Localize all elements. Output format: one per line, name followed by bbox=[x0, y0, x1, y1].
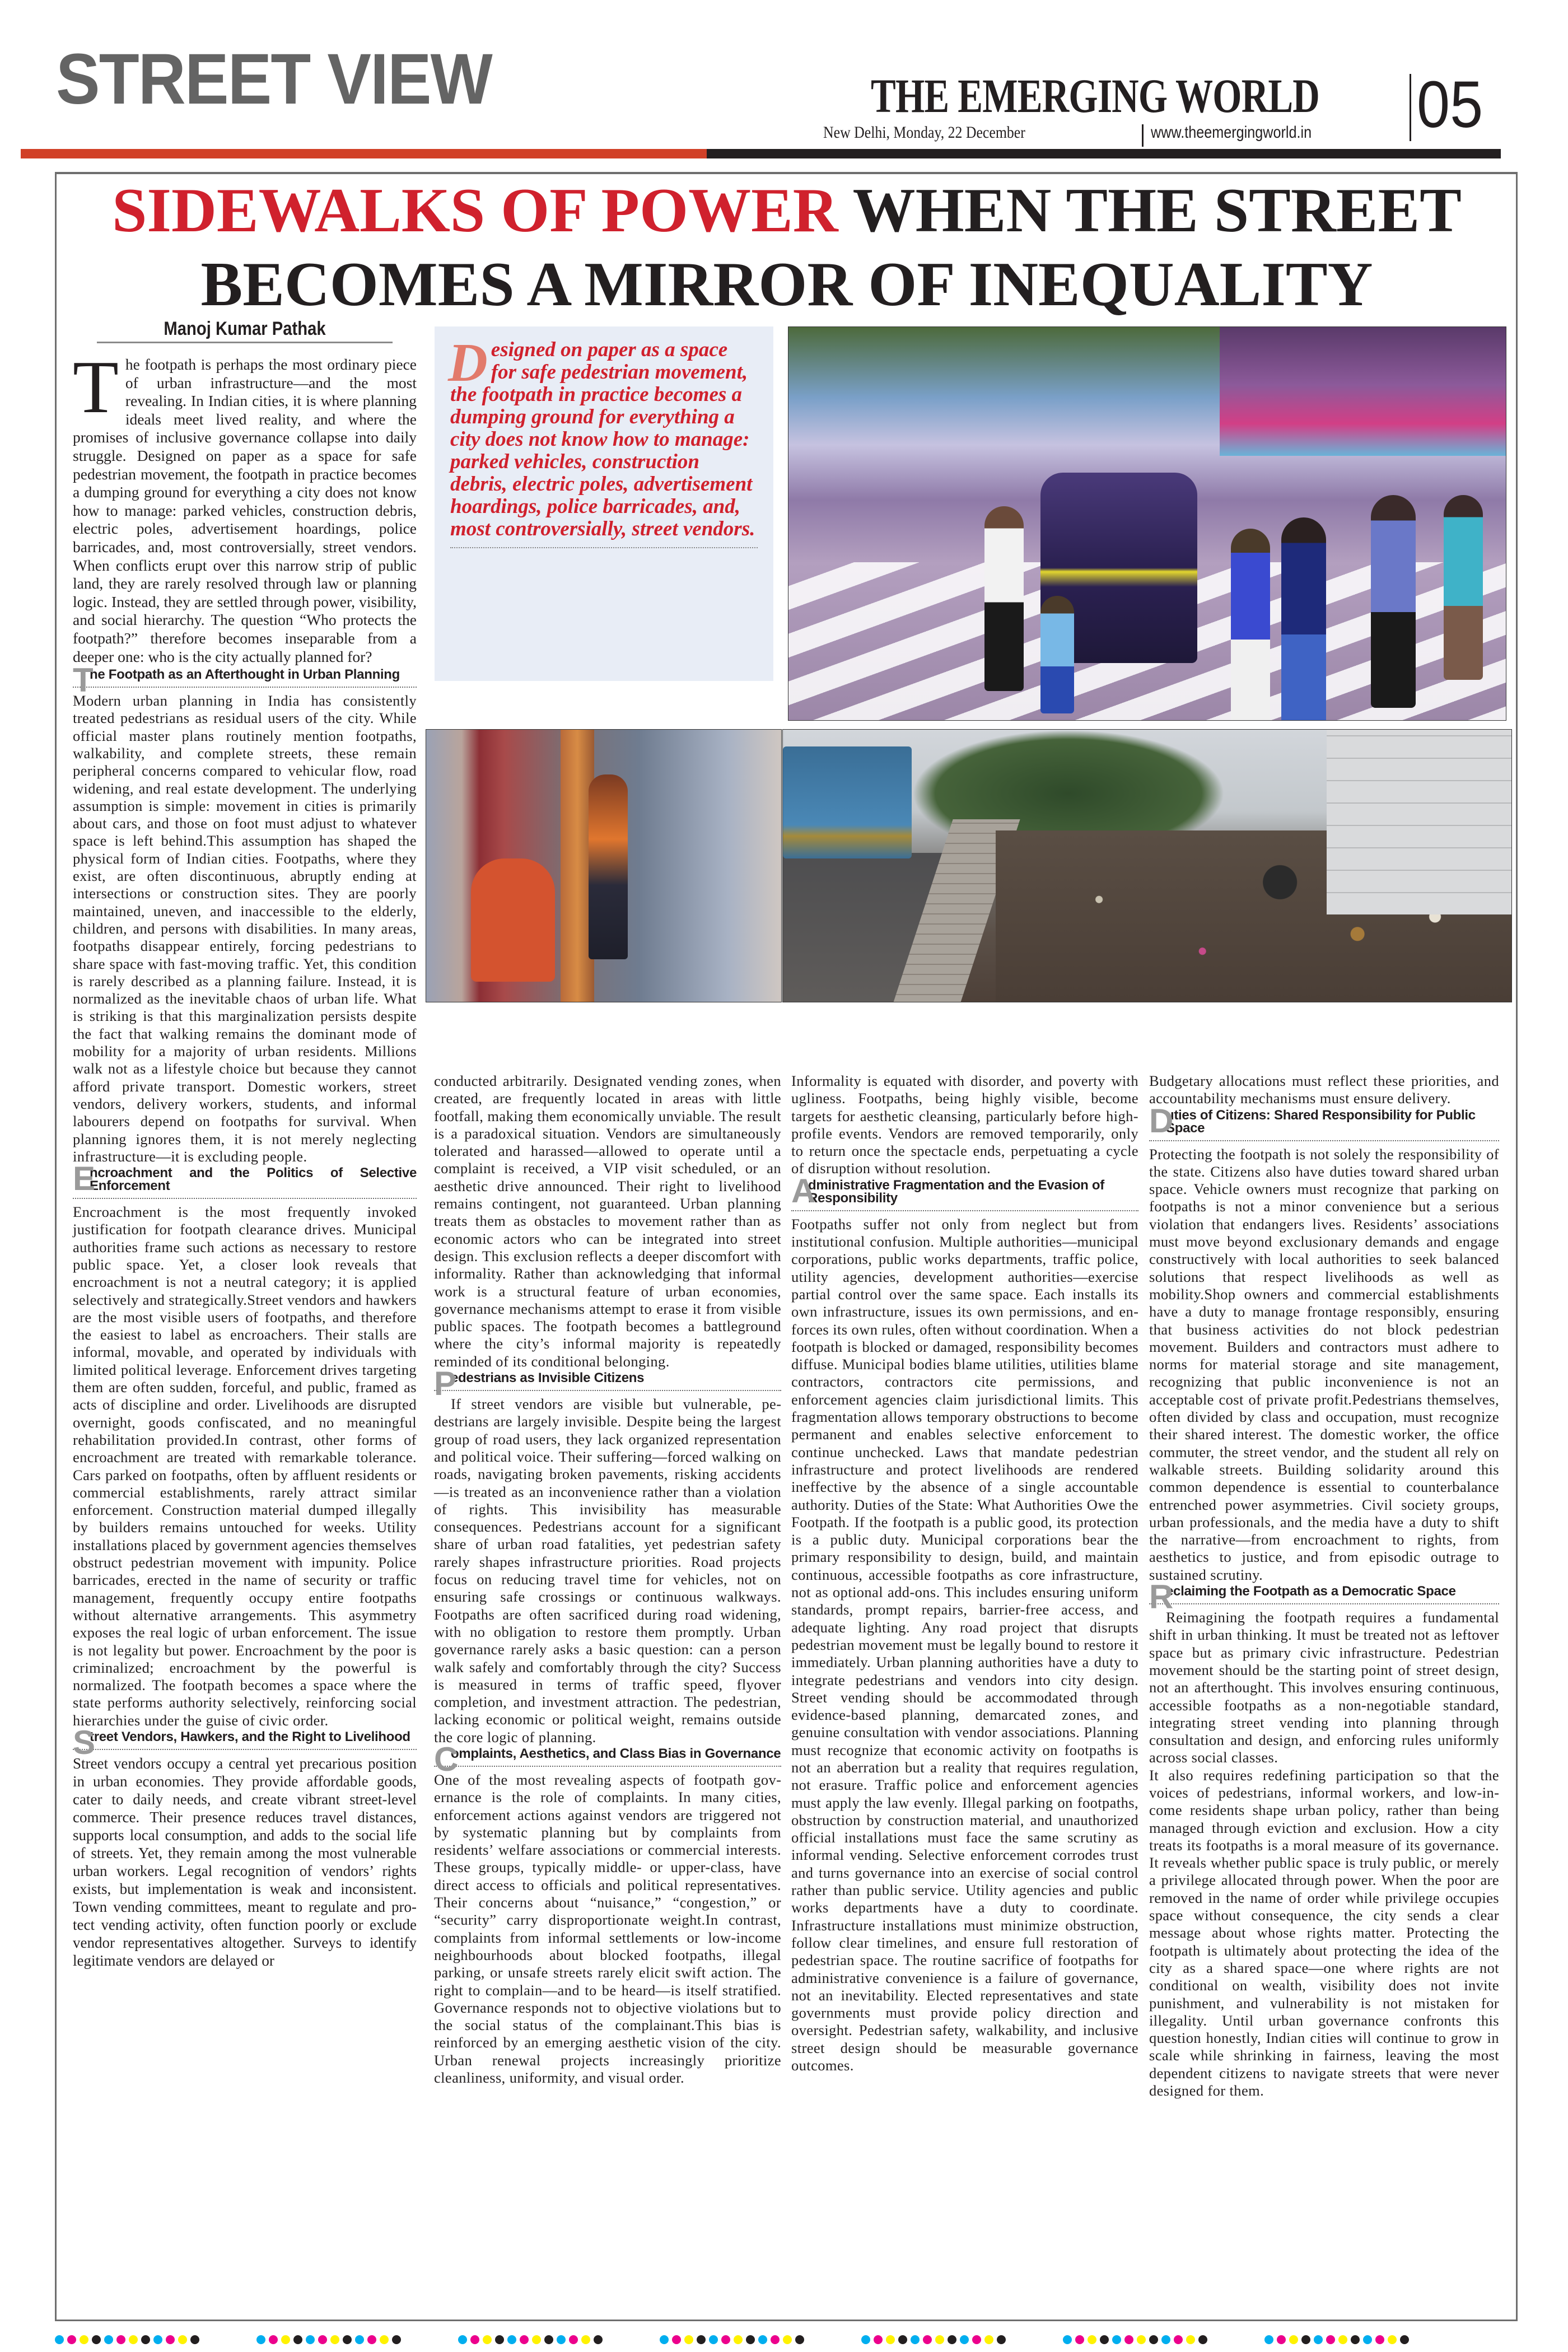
subheading-text: eclaiming the Footpath as a Democratic Space bbox=[1166, 1584, 1456, 1599]
magenta-dot-icon bbox=[874, 2335, 883, 2344]
pull-quote-rule bbox=[450, 547, 758, 548]
magenta-dot-icon bbox=[520, 2335, 529, 2344]
cyan-dot-icon bbox=[153, 2335, 162, 2344]
section-6-paragraph-part-2: Budgetary allocations must reflect these priorities, and accountability mechanisms must ensure delivery. bbox=[1149, 1072, 1499, 1107]
pedestrian-figure bbox=[1444, 495, 1483, 680]
byline: Manoj Kumar Pathak bbox=[97, 319, 393, 343]
subheading-text: he Footpath as an Afterthought in Urban Planning bbox=[90, 667, 400, 683]
black-dot-icon bbox=[1301, 2335, 1310, 2344]
pedestrian-figure bbox=[1371, 495, 1416, 708]
black-dot-icon bbox=[795, 2335, 804, 2344]
cyan-dot-icon bbox=[1363, 2335, 1372, 2344]
cyan-dot-icon bbox=[557, 2335, 566, 2344]
yellow-dot-icon bbox=[1137, 2335, 1146, 2344]
dot-group bbox=[861, 2335, 1006, 2346]
section-3-paragraph-part-1: Street vendors occupy a central yet precarious position in urban economies. They provide affordable goods, cater to daily needs, and create vibrant street-level commerce. Their presence reduces travel distances, supports local consumption, and adds to the social life of streets. Yet, they remain among the most vulnerable urban workers. Legal recognition of vendors’ rights exists, but implementation is weak and inconsistent. Town vending committees, meant to regulate and protect vending activity, often function poorly or exclude vendor representatives altogether. Surveys to identify legitimate vendors are delayed or bbox=[73, 1755, 417, 1970]
section-3-paragraph-part-2: conducted arbitrarily. Designated vending zones, when created, are frequently located in areas with little footfall, making them economically unviable. The result is a paradoxical situation. Vendors are simultaneously tolerated and harassed—allowed to operate until a complaint is received, a VIP visit scheduled, or an aesthetic drive announced. Their right to livelihood remains contingent, not guaranteed. Urban planning treats them as obstacles to movement rather than as economic actors who can be integrated into street design. This exclusion reflects a deeper discomfort with informality. Rather than acknowledging that informal work is a structural feature of urban economies, governance mechanisms attempt to erase it from visible public spaces. The footpath becomes a battleground where the city’s informal majority is repeatedly reminded of its conditional belonging. bbox=[434, 1072, 781, 1370]
headline-line-2-text: BECOMES A MIRROR OF INEQUALITY bbox=[200, 250, 1373, 319]
pull-quote-dropcap: D bbox=[448, 333, 488, 393]
lead-text: he footpath is perhaps the most ordinary piece of urban infrastructure—and the most revealing. In Indian cities, it is where planning ideals meet lived reality, and where the promises of inclusive governance collapse into daily struggle. Designed on paper as a space for safe pedestrian movement, the footpath in practice becomes a dumping ground for everything a city does not know how to manage: parked vehicles, construction debris, electric poles, advertisement hoardings, police barricades, and, most controversially, street vendors. When conflicts erupt over this narrow strip of public land, they are rarely resolved through law or planning logic. Instead, they are settled through power, visibility, and social hierarchy. The question “Who protects the footpath?” therefore becomes inseparable from a deeper one: who is the city actually planned for? bbox=[73, 356, 417, 665]
cyan-dot-icon bbox=[1314, 2335, 1323, 2344]
cyan-dot-icon bbox=[960, 2335, 969, 2344]
magenta-dot-icon bbox=[672, 2335, 681, 2344]
website-link[interactable]: www.theemergingworld.in bbox=[1151, 123, 1312, 142]
cyan-dot-icon bbox=[709, 2335, 718, 2344]
section-5-paragraph-part-2: Informality is equated with disorder, and poverty with ugliness. Footpaths, being highly visible, become targets for aesthetic cleansing, particularly before high-profile events. Vendors are removed temporarily, only to return once the spectacle ends, perpetuating a cycle of disruption without resolution. bbox=[791, 1072, 1138, 1177]
cyan-dot-icon bbox=[306, 2335, 315, 2344]
column-3 bbox=[791, 1072, 1138, 2074]
cyan-dot-icon bbox=[1063, 2335, 1072, 2344]
bus-shape bbox=[1220, 327, 1506, 456]
dot-group bbox=[1063, 2335, 1207, 2346]
black-dot-icon bbox=[997, 2335, 1006, 2344]
magenta-dot-icon bbox=[318, 2335, 327, 2344]
yellow-dot-icon bbox=[684, 2335, 693, 2344]
cyan-dot-icon bbox=[55, 2335, 64, 2344]
subheading-complaints-aesthetics bbox=[434, 1740, 781, 1778]
magenta-dot-icon bbox=[721, 2335, 730, 2344]
yellow-dot-icon bbox=[281, 2335, 290, 2344]
black-dot-icon bbox=[1400, 2335, 1409, 2344]
subheading-cap: C bbox=[434, 1740, 459, 1778]
yellow-dot-icon bbox=[734, 2335, 743, 2344]
yellow-dot-icon bbox=[532, 2335, 541, 2344]
column-4 bbox=[1149, 1072, 1499, 2099]
subheading-encroachment bbox=[73, 1160, 417, 1199]
headline-line-2 bbox=[56, 250, 1518, 319]
subheading-reclaiming-footpath bbox=[1149, 1578, 1499, 1616]
garbage-footpath-photo[interactable] bbox=[782, 729, 1512, 1002]
magenta-dot-icon bbox=[1277, 2335, 1286, 2344]
cyan-dot-icon bbox=[758, 2335, 767, 2344]
cyan-dot-icon bbox=[355, 2335, 364, 2344]
black-dot-icon bbox=[594, 2335, 603, 2344]
yellow-dot-icon bbox=[178, 2335, 187, 2344]
cyan-dot-icon bbox=[660, 2335, 669, 2344]
magenta-dot-icon bbox=[1326, 2335, 1335, 2344]
yellow-dot-icon bbox=[129, 2335, 138, 2344]
section-7-paragraph: Protecting the footpath is not solely the responsibility of the state. Citizens also have duties toward shared urban space. Vehicle owners must recognize that parking on footpaths is not a minor convenience but a serious violation that endangers lives. Residents’ associations must move beyond exclusionary demands and engage constructively with local authorities to seek balanced solutions that respect livelihoods as well as mobility.Shop owners and commercial establishments have a duty to manage frontage responsibly, ensuring that business activities do not block pedestrian movement. Builders and contractors must adhere to norms for material storage and site management, recognizing that public inconvenience is not an acceptable cost of private profit.Pedestrians themselves, often divided by class and occupation, must recognize their shared interest. The domestic worker, the office commuter, the street vendor, and the student all rely on walkable streets. Building solidarity around this common dependence is essential to counterbalance entrenched power asymmetries. Civil society groups, urban professionals, and the media have a duty to shift the narrative—from encroachment to rights, from aesthetics to justice, and from episodic outrage to sustained scrutiny. bbox=[1149, 1145, 1499, 1583]
subheading-text: dministrative Fragmentation and the Evasion of Responsibility bbox=[808, 1177, 1104, 1206]
magenta-dot-icon bbox=[116, 2335, 125, 2344]
cyan-dot-icon bbox=[256, 2335, 265, 2344]
yellow-dot-icon bbox=[80, 2335, 88, 2344]
section-4-paragraph: If street vendors are visible but vulnerable, pedestrians are largely invisible. Despite being the largest group of road users, they lack organized representation and political voice. Their suffering—forced walking on roads, navigating broken pavements, risking accidents—is treated as an inconvenience rather than a violation of rights. This invisibility has measurable consequences. Pedestrians account for a significant share of urban road fatalities, yet pedestrian safety rarely shapes infrastructure priorities. Road projects focus on reducing travel time for vehicles, not on ensuring safe crossings or continuous walkways. Footpaths are often sacrificed during road widening, with no obligation to restore them promptly. Urban governance rarely asks a basic question: can a person walk safely and comfortably through the city? Success is measured in terms of traffic speed, flyover completion, and investment attraction. The pedestrian, lacking economic or political weight, remains outside the core logic of planning. bbox=[434, 1396, 781, 1746]
black-dot-icon bbox=[1100, 2335, 1109, 2344]
cyan-dot-icon bbox=[861, 2335, 870, 2344]
worker-figure bbox=[589, 774, 628, 959]
black-dot-icon bbox=[293, 2335, 302, 2344]
section-1-paragraph: Modern urban planning in India has consistently treated pedestrians as residual users of the city. While official master plans routinely mention footpaths, walkability, and complete streets, these remain peripheral concerns compared to vehicular flow, road widening, and real estate development. The underlying assumption is simple: movement in cities is primarily about cars, and those on foot must adjust to whatever space is left behind.This assumption has shaped the physical form of Indian cities. Footpaths, where they exist, are often discontinuous, abruptly ending at intersections or construction sites. They are poorly maintained, uneven, and inaccessible to the elderly, children, and persons with disabilities. In many areas, footpaths disappear entirely, forcing pedestrians to share space with fast-moving traffic. Yet, this condition is rarely described as a planning failure. Instead, it is normalized as the inevitable chaos of urban life. What is striking is that this marginalization persists despite the fact that walking remains the dominant mode of mobility for a majority of urban residents. Millions walk not as a lifestyle choice but because they cannot afford private transport. Domestic workers, street vendors, delivery workers, students, and informal labourers depend on footpaths for survival. When planning ignores them, it is not merely neglecting infrastructure—it is excluding people. bbox=[73, 692, 417, 1165]
magenta-dot-icon bbox=[470, 2335, 479, 2344]
dot-group bbox=[55, 2335, 199, 2346]
yellow-dot-icon bbox=[581, 2335, 590, 2344]
magenta-dot-icon bbox=[1375, 2335, 1384, 2344]
black-dot-icon bbox=[1198, 2335, 1207, 2344]
registration-marks bbox=[55, 2335, 1518, 2346]
yellow-dot-icon bbox=[330, 2335, 339, 2344]
subheading-cap: R bbox=[1149, 1578, 1174, 1616]
subheading-footpath-afterthought bbox=[73, 661, 417, 699]
magenta-dot-icon bbox=[67, 2335, 76, 2344]
subheading-text: uties of Citizens: Shared Responsibility for Public Space bbox=[1166, 1107, 1476, 1136]
cyan-dot-icon bbox=[1264, 2335, 1273, 2344]
subheading-text: omplaints, Aesthetics, and Class Bias in Governance bbox=[451, 1746, 781, 1761]
yellow-dot-icon bbox=[886, 2335, 895, 2344]
magenta-dot-icon bbox=[972, 2335, 981, 2344]
magenta-dot-icon bbox=[367, 2335, 376, 2344]
yellow-dot-icon bbox=[935, 2335, 944, 2344]
page-number-divider bbox=[1410, 74, 1411, 141]
black-dot-icon bbox=[141, 2335, 150, 2344]
headline-line-1 bbox=[56, 176, 1518, 245]
magenta-dot-icon bbox=[1075, 2335, 1084, 2344]
subheading-cap: P bbox=[434, 1365, 456, 1403]
cyan-dot-icon bbox=[458, 2335, 467, 2344]
magenta-dot-icon bbox=[269, 2335, 278, 2344]
section-6-paragraph-part-1: Footpaths suffer not only from neglect but from institutional confusion. Multiple authorities—municipal corporations, public works departments, traffic police, utility agencies, development authorities—exercise partial control over the same space. Each installs its own infrastructure, issues its own permissions, and enforces its own rules, often without coordination. When a footpath is blocked or damaged, responsibility becomes diffuse. Municipal bodies blame utilities, utilities blame contractors, contractors cite permissions, and enforcement agencies claim jurisdictional limits. This fragmentation allows temporary obstructions to become permanent and enables selective enforcement to continue unchecked. Laws that mandate pedestrian infrastructure and protect livelihoods are rendered ineffective by the absence of a single accountable authority. Duties of the State: What Authorities Owe the Footpath. If the footpath is a public good, its protection is a public duty. Municipal corporations bear the primary responsibility to design, build, and maintain continuous, accessible footpaths as core infrastructure, not as optional add-ons. This includes ensuring uniform standards, prompt repairs, barrier-free access, and adequate lighting. Any road project that disrupts pedestrian movement must be legally bound to restore it immediately. Urban planning authorities have a duty to integrate pedestrians and vendors into city design. Street vending should be accommodated through evidence-based planning, demarcated zones, and genuine consultation with vendor associations. Planning must recognize that economic activity on footpaths is not an aberration but a reality that requires regulation, not erasure. Traffic police and enforcement agencies must apply the law evenly. Illegal parking on footpaths, obstruction by construction material, and unauthorized official installations must face the same scrutiny as informal vending. Selective enforcement corrodes trust and turns governance into an exercise of social control rather than public service. Utility agencies and public works departments have a duty to coordinate. Infrastructure installations must minimize obstruction, follow clear timelines, and ensure full restoration of pedestrian space. The routine sacrifice of footpaths for administrative convenience is a failure of governance, not an inevitability. Elected representatives and state governments must provide policy direction and oversight. Pedestrian safety, walkability, and inclusive street design should be measurable governance outcomes. bbox=[791, 1215, 1138, 2074]
dot-group bbox=[660, 2335, 804, 2346]
column-2 bbox=[434, 1072, 781, 2087]
header-rule-red bbox=[21, 149, 707, 158]
yellow-dot-icon bbox=[1088, 2335, 1096, 2344]
subheading-administrative-fragmentation bbox=[791, 1172, 1138, 1211]
yellow-dot-icon bbox=[1388, 2335, 1397, 2344]
dot-group bbox=[1264, 2335, 1409, 2346]
black-dot-icon bbox=[190, 2335, 199, 2344]
black-dot-icon bbox=[544, 2335, 553, 2344]
black-dot-icon bbox=[1149, 2335, 1158, 2344]
subheading-duties-of-citizens bbox=[1149, 1102, 1499, 1141]
headline-black-part: WHEN THE STREET bbox=[852, 176, 1462, 245]
yellow-dot-icon bbox=[483, 2335, 492, 2344]
student-figure bbox=[1281, 517, 1326, 721]
pull-quote-text bbox=[448, 333, 758, 540]
black-dot-icon bbox=[948, 2335, 956, 2344]
pull-quote-body: esigned on paper as a space for safe pedestrian movement, the footpath in practice becomes a dumping ground for everything a city does not know how to manage: parked vehicles, construction debris, electric poles, advertisement hoardings, police barricades, and, most controversially, street vendors. bbox=[450, 338, 755, 540]
pedestrians-crosswalk-photo[interactable] bbox=[788, 326, 1506, 721]
black-dot-icon bbox=[697, 2335, 706, 2344]
yellow-dot-icon bbox=[1186, 2335, 1195, 2344]
section-8-paragraph-1: Reimagining the footpath requires a fundamental shift in urban thinking. It must be treated not as leftover space but as primary civic infrastructure. Pedestrian movement should be the starting point of street design, not an afterthought. This involves ensuring continuous, accessible footpaths as a non-negotiable standard, integrating street vending into planning through consultation and design, and enforcing rules uniformly across social classes. bbox=[1149, 1609, 1499, 1766]
dateline-divider bbox=[1142, 124, 1144, 147]
magenta-dot-icon bbox=[166, 2335, 175, 2344]
black-dot-icon bbox=[898, 2335, 907, 2344]
masthead-title[interactable]: THE EMERGING WORLD bbox=[871, 69, 1319, 123]
subheading-cap: T bbox=[73, 661, 94, 699]
subheading-pedestrians-invisible bbox=[434, 1365, 781, 1403]
yellow-dot-icon bbox=[984, 2335, 993, 2344]
subheading-street-vendors bbox=[73, 1724, 417, 1762]
lead-dropcap: T bbox=[73, 346, 119, 428]
magenta-dot-icon bbox=[923, 2335, 932, 2344]
black-dot-icon bbox=[746, 2335, 755, 2344]
black-dot-icon bbox=[343, 2335, 352, 2344]
dot-group bbox=[256, 2335, 401, 2346]
workers-footpath-photo[interactable] bbox=[426, 729, 782, 1002]
column-1 bbox=[73, 319, 417, 1970]
cyan-dot-icon bbox=[911, 2335, 920, 2344]
page-number: 05 bbox=[1417, 68, 1483, 142]
dot-group bbox=[458, 2335, 603, 2346]
subheading-cap: E bbox=[73, 1160, 95, 1198]
worker-figure bbox=[471, 858, 555, 982]
subheading-text: treet Vendors, Hawkers, and the Right to Livelihood bbox=[90, 1729, 410, 1745]
yellow-dot-icon bbox=[380, 2335, 389, 2344]
header-rule-black bbox=[707, 149, 1501, 158]
section-8-paragraph-2: It also requires redefining participation so that the voices of pedestrians, informal workers, and low-income residents shape urban policy, rather than being managed through eviction and exclusion. How a city treats its footpaths is a moral measure of its governance. It reveals whether public space is truly public, or merely a privilege allocated through power. When the poor are removed in the name of order while privilege occupies space without consequence, the city sends a clear message about whose rights matter. Protecting the footpath is ultimately about protecting the idea of the city as a shared space—one where rights are not conditional on wealth, visibility does not invite punishment, and vulnerability is not mistaken for illegality. Until urban governance confronts this question honestly, Indian cities will continue to grow in scale while shrinking in fairness, leaving the most dependent citizens to navigate streets that were never designed for them. bbox=[1149, 1766, 1499, 2099]
pedestrian-figure bbox=[984, 506, 1024, 691]
yellow-dot-icon bbox=[1289, 2335, 1298, 2344]
black-dot-icon bbox=[92, 2335, 101, 2344]
yellow-dot-icon bbox=[783, 2335, 792, 2344]
subheading-text: ncroachment and the Politics of Selective Enforcement bbox=[90, 1165, 417, 1194]
wall-shape bbox=[1327, 730, 1511, 914]
subheading-cap: S bbox=[73, 1724, 95, 1762]
cyan-dot-icon bbox=[507, 2335, 516, 2344]
cyan-dot-icon bbox=[1161, 2335, 1170, 2344]
subheading-cap: A bbox=[791, 1172, 816, 1210]
yellow-dot-icon bbox=[1338, 2335, 1347, 2344]
subheading-text: edestrians as Invisible Citizens bbox=[451, 1370, 645, 1386]
magenta-dot-icon bbox=[1174, 2335, 1183, 2344]
student-figure bbox=[1231, 529, 1270, 721]
section-label: STREET VIEW bbox=[56, 39, 492, 119]
bus-shape bbox=[783, 746, 912, 858]
pull-quote bbox=[435, 326, 773, 681]
black-dot-icon bbox=[392, 2335, 401, 2344]
subheading-cap: D bbox=[1149, 1102, 1174, 1140]
magenta-dot-icon bbox=[569, 2335, 578, 2344]
dateline: New Delhi, Monday, 22 December bbox=[823, 123, 1025, 142]
section-5-paragraph-part-1: One of the most revealing aspects of footpath governance is the role of complaints. In many cities, enforcement actions against vendors are triggered not by systematic planning but by complaints from residents’ welfare associations or commercial interests. These groups, typically middle- or upper-class, have direct access to officials and political representatives. Their concerns about “nuisance,” “congestion,” or “security” carry disproportionate weight.In contrast, complaints from informal settlements or low-income neighbourhoods about blocked footpaths, illegal parking, or unsafe streets rarely elicit swift action. The right to complain—and to be heard—is itself stratified. Governance responds not to objective violations but to the social status of the complainant.This bias is reinforced by an emerging aesthetic vision of the city. Urban renewal projects increasingly prioritize cleanliness, uniformity, and visual order. bbox=[434, 1771, 781, 2087]
cyan-dot-icon bbox=[104, 2335, 113, 2344]
black-dot-icon bbox=[495, 2335, 504, 2344]
magenta-dot-icon bbox=[771, 2335, 780, 2344]
cyan-dot-icon bbox=[1112, 2335, 1121, 2344]
magenta-dot-icon bbox=[1124, 2335, 1133, 2344]
child-figure bbox=[1040, 596, 1074, 713]
black-dot-icon bbox=[1351, 2335, 1360, 2344]
lead-paragraph bbox=[73, 346, 417, 666]
section-2-paragraph: Encroachment is the most frequently invoked justification for footpath clearance drives. Municipal authorities frame such actions as necessary to restore public space. Yet, a closer look reveals that encroachment is not a neutral category; it is applied selectively and strategically.Street vendors and hawkers are the most visible users of footpaths, and therefore the easiest to label as encroachers. Their stalls are informal, movable, and operated by individuals with limited political leverage. Enforcement drives targeting them are often sudden, forceful, and public, framed as acts of discipline and order. Livelihoods are disrupted overnight, goods confiscated, and no meaningful rehabilitation provided.In contrast, other forms of encroachment are treated with remarkable tolerance. Cars parked on footpaths, often by affluent residents or commercial establishments, rarely attract similar enforcement. Construction material dumped illegally by builders remains untouched for weeks. Utility installations placed by government agencies themselves obstruct pedestrian movement with impunity. Police barricades, erected in the name of security or traffic management, frequently occupy entire footpaths without alternative arrangements. This asymmetry exposes the real logic of urban enforcement. The issue is not legality but power. Encroachment by the poor is criminalized; encroachment by the powerful is normalized. The footpath becomes a space where the state performs authority selectively, reinforcing social hierarchies under the guise of civic order. bbox=[73, 1203, 417, 1729]
headline-red-part: SIDEWALKS OF POWER bbox=[112, 176, 838, 245]
